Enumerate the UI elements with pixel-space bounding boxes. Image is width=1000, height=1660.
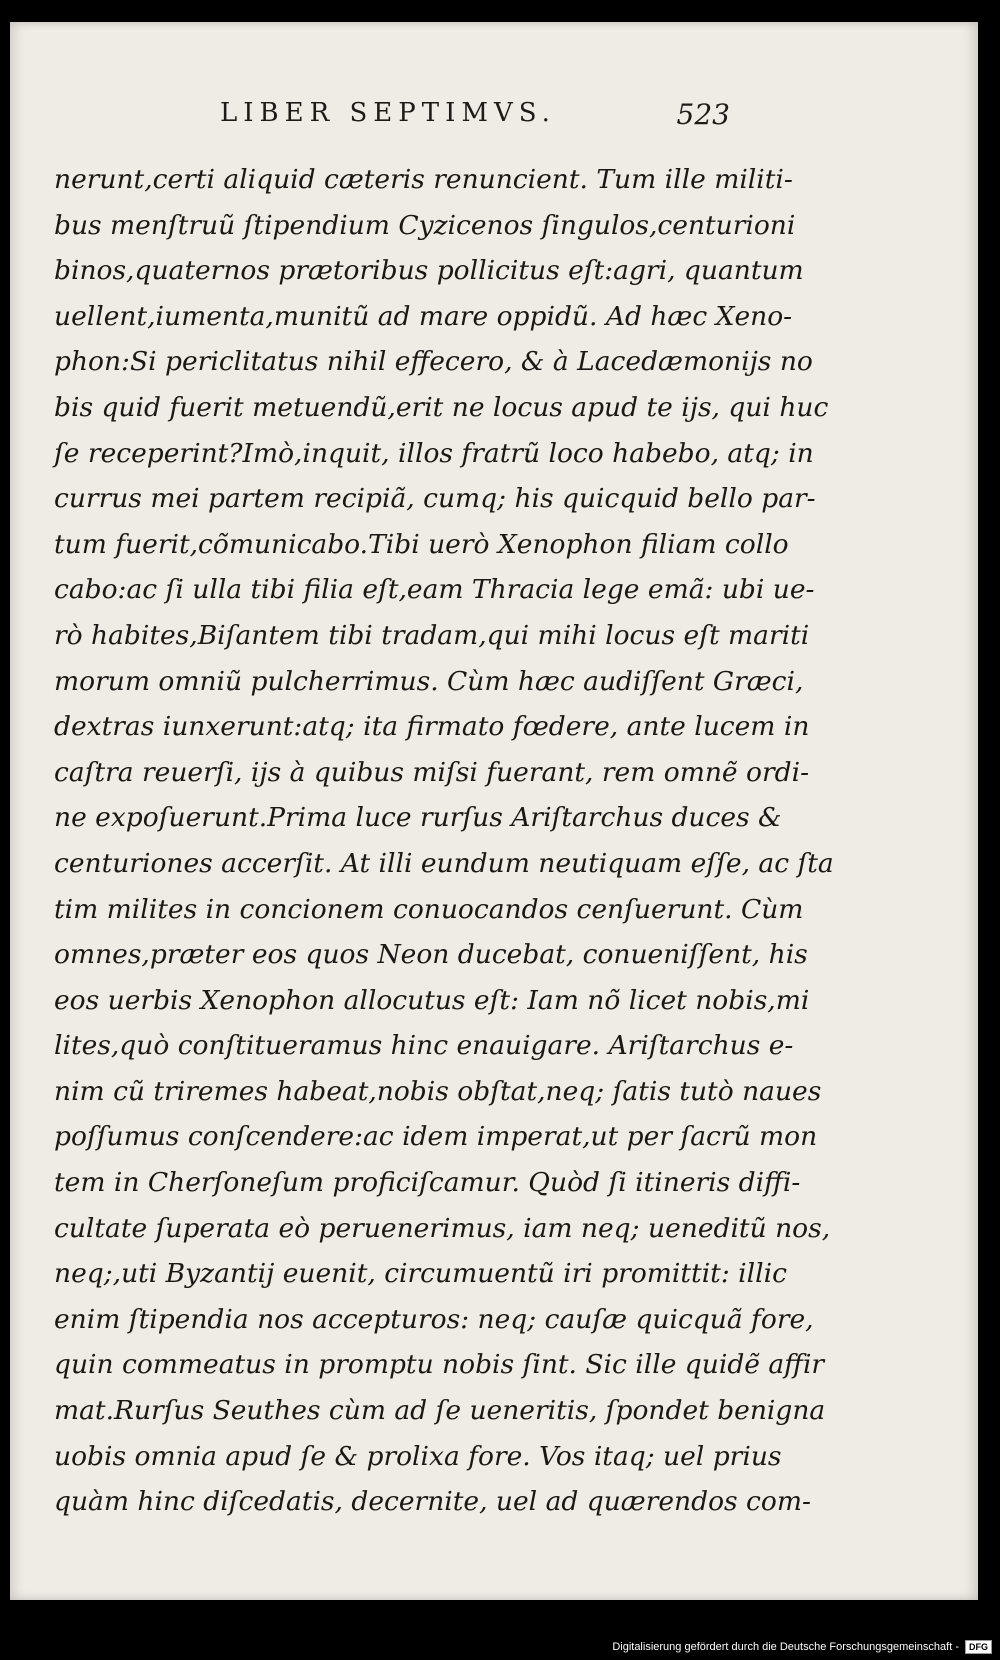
text-line: quin commeatus in promptu nobis ſint. Sic ille quidẽ affir [54, 1349, 825, 1381]
text-line: bis quid fuerit metuendũ,erit ne locus apud te ijs, qui huc [54, 391, 829, 423]
digitization-footer [612, 1640, 992, 1654]
text-line: cabo:ac ſi ulla tibi filia eſt,eam Thracia lege emã: ubi ue- [54, 574, 815, 606]
text-line: rò habites,Biſantem tibi tradam,qui mihi locus eſt mariti [54, 619, 810, 651]
funding-note: Digitalisierung gefördert durch die Deutsche Forschungsgemeinschaft - [612, 1641, 959, 1653]
text-line: centuriones accerſit. At illi eundum neutiquam eſſe, ac ſta [54, 847, 834, 879]
running-head: LIBER SEPTIMVS. [220, 98, 556, 128]
text-line: morum omniũ pulcherrimus. Cùm hæc audiſſent Græci, [54, 665, 804, 697]
body-text [54, 157, 834, 1525]
text-line: cultate ſuperata eò peruenerimus, iam neq; ueneditũ nos, [54, 1212, 831, 1244]
text-line: lites,quò conſtitueramus hinc enauigare. Ariſtarchus e- [54, 1030, 794, 1062]
text-line: tim milites in concionem conuocandos cenſuerunt. Cùm [54, 893, 804, 925]
text-line: quàm hinc diſcedatis, decernite, uel ad quærendos com- [54, 1486, 811, 1518]
text-line: currus mei partem recipiã, cumq; his quicquid bello par- [54, 483, 816, 515]
text-line: caſtra reuerſi, ijs à quibus miſsi fuerant, rem omnẽ ordi- [54, 756, 810, 788]
text-line: phon:Si periclitatus nihil effecero, & à Lacedæmonijs no [54, 346, 813, 378]
text-line: poſſumus conſcendere:ac idem imperat,ut per ſacrũ mon [54, 1121, 818, 1153]
text-line: omnes,præter eos quos Neon ducebat, conueniſſent, his [54, 939, 808, 971]
text-line: enim ſtipendia nos accepturos: neq; cauſæ quicquã fore, [54, 1303, 814, 1335]
text-line: uobis omnia apud ſe & prolixa fore. Vos itaq; uel prius [54, 1440, 782, 1472]
book-page [10, 22, 978, 1600]
text-line: mat.Rurſus Seuthes cùm ad ſe ueneritis, ſpondet benigna [54, 1395, 826, 1427]
text-line: ne expoſuerunt.Prima luce rurſus Ariſtarchus duces & [54, 802, 782, 834]
text-line: binos,quaternos prætoribus pollicitus eſt:agri, quantum [54, 255, 804, 287]
text-line: uellent,iumenta,munitũ ad mare oppidũ. Ad hæc Xeno- [54, 300, 793, 332]
text-line: eos uerbis Xenophon allocutus eſt: Iam nõ licet nobis,mi [54, 984, 810, 1016]
text-line: neq;,uti Byzantij euenit, circumuentũ iri promittit: illic [54, 1258, 787, 1290]
page-number: 523 [676, 98, 730, 131]
text-line: ſe receperint?Imò,inquit, illos fratrũ loco habebo, atq; in [54, 437, 814, 469]
text-line: nim cũ triremes habeat,nobis obſtat,neq; ſatis tutò naues [54, 1075, 822, 1107]
text-line: nerunt,certi aliquid cæteris renuncient. Tum ille militi- [54, 164, 793, 195]
page-header [220, 98, 730, 138]
text-line: tem in Cherſoneſum proficiſcamur. Quòd ſi itineris diffi- [54, 1167, 801, 1199]
text-line: dextras iunxerunt:atq; ita firmato fœdere, ante lucem in [54, 711, 810, 743]
dfg-logo: DFG [965, 1640, 992, 1654]
text-line: tum fuerit,cõmunicabo.Tibi uerò Xenophon filiam collo [54, 528, 789, 560]
text-line: bus menſtruũ ſtipendium Cyzicenos ſingulos,centurioni [54, 209, 796, 241]
